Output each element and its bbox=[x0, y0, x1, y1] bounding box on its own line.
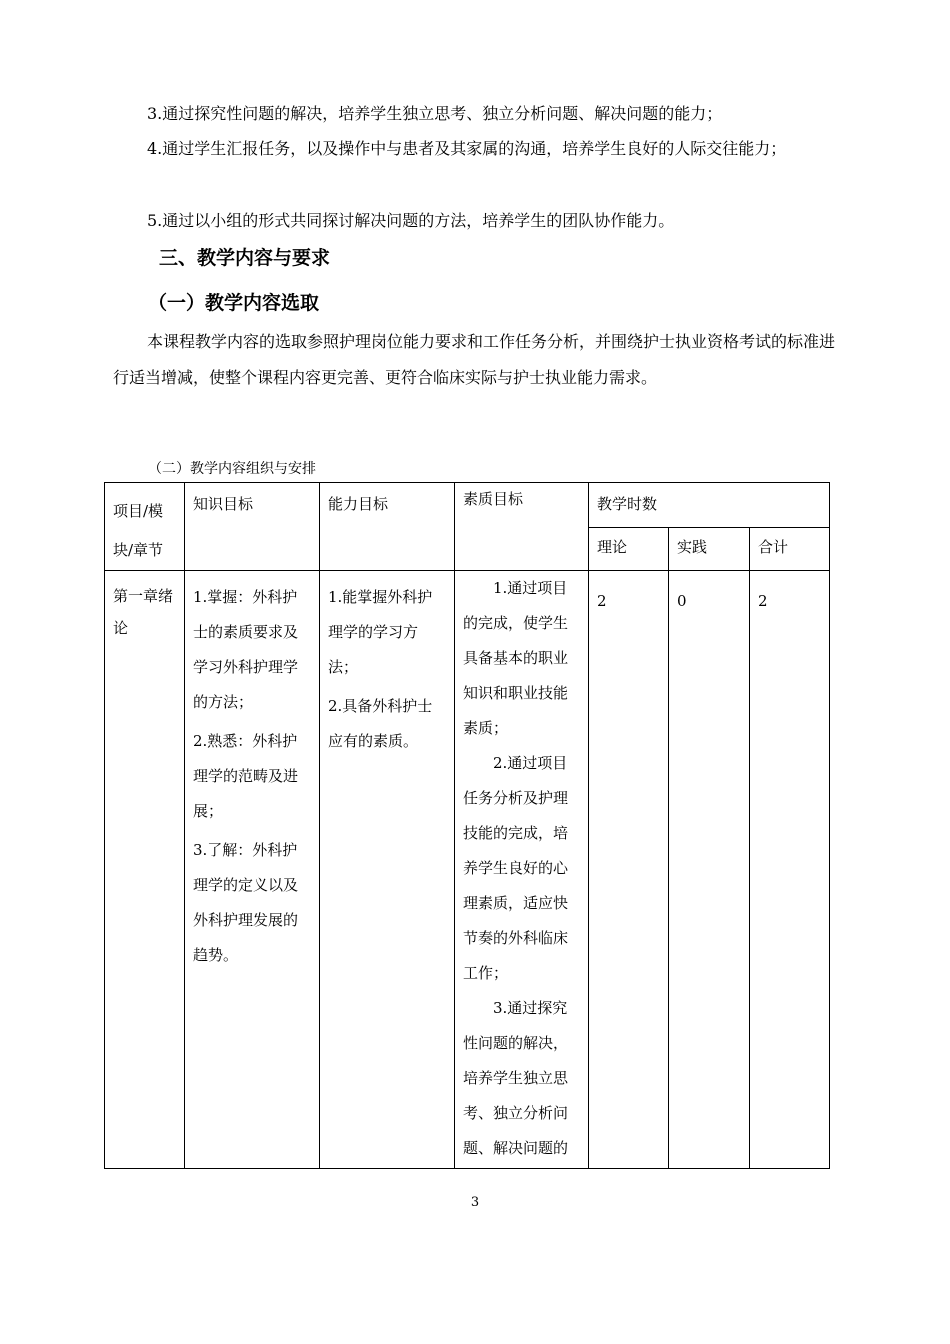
cell-practice: 0 bbox=[669, 571, 750, 1169]
paragraph-item-5: 5.通过以小组的形式共同探讨解决问题的方法，培养学生的团队协作能力。 bbox=[147, 211, 675, 230]
header-project: 项目/模块/章节 bbox=[105, 483, 185, 571]
knowledge-item: 3.了解：外科护理学的定义以及外科护理发展的趋势。 bbox=[193, 841, 299, 964]
header-hours: 教学时数 bbox=[589, 483, 830, 528]
table-row bbox=[105, 571, 830, 1169]
cell-theory: 2 bbox=[589, 571, 669, 1169]
quality-item: 1.通过项目的完成，使学生具备基本的职业知识和职业技能素质； bbox=[463, 579, 569, 737]
paragraph-item-3: 3.通过探究性问题的解决，培养学生独立思考、独立分析问题、解决问题的能力； bbox=[147, 104, 723, 123]
ability-item: 2.具备外科护士应有的素质。 bbox=[328, 697, 433, 750]
header-knowledge: 知识目标 bbox=[185, 483, 320, 571]
section-heading-3: 三、教学内容与要求 bbox=[159, 247, 331, 269]
cell-quality bbox=[455, 571, 589, 1169]
header-total: 合计 bbox=[750, 527, 830, 570]
header-quality: 素质目标 bbox=[455, 483, 589, 571]
ability-item: 1.能掌握外科护理学的学习方法； bbox=[328, 588, 433, 676]
table-caption: （二）教学内容组织与安排 bbox=[148, 461, 316, 477]
header-practice: 实践 bbox=[669, 527, 750, 570]
intro-paragraph: 本课程教学内容的选取参照护理岗位能力要求和工作任务分析，并围绕护士执业资格考试的标准进行适当增减，使整个课程内容更完善、更符合临床实际与护士执业能力需求。 bbox=[113, 332, 836, 387]
cell-total: 2 bbox=[750, 571, 830, 1169]
knowledge-item: 2.熟悉：外科护理学的范畴及进展； bbox=[193, 732, 299, 820]
quality-item: 3.通过探究性问题的解决，培养学生独立思考、独立分析问题、解决问题的 bbox=[463, 999, 569, 1157]
cell-knowledge bbox=[185, 571, 320, 1169]
page-number: 3 bbox=[470, 1195, 480, 1210]
header-ability: 能力目标 bbox=[320, 483, 455, 571]
cell-ability bbox=[320, 571, 455, 1169]
subsection-heading-1: （一）教学内容选取 bbox=[148, 292, 320, 314]
header-theory: 理论 bbox=[589, 527, 669, 570]
cell-chapter: 第一章绪论 bbox=[105, 571, 185, 1169]
knowledge-item: 1.掌握：外科护士的素质要求及学习外科护理学的方法； bbox=[193, 588, 299, 711]
teaching-arrangement-table bbox=[104, 482, 830, 1169]
quality-item: 2.通过项目任务分析及护理技能的完成，培养学生良好的心理素质，适应快节奏的外科临床工作； bbox=[463, 754, 569, 982]
paragraph-item-4: 4.通过学生汇报任务，以及操作中与患者及其家属的沟通，培养学生良好的人际交往能力； bbox=[147, 139, 787, 158]
